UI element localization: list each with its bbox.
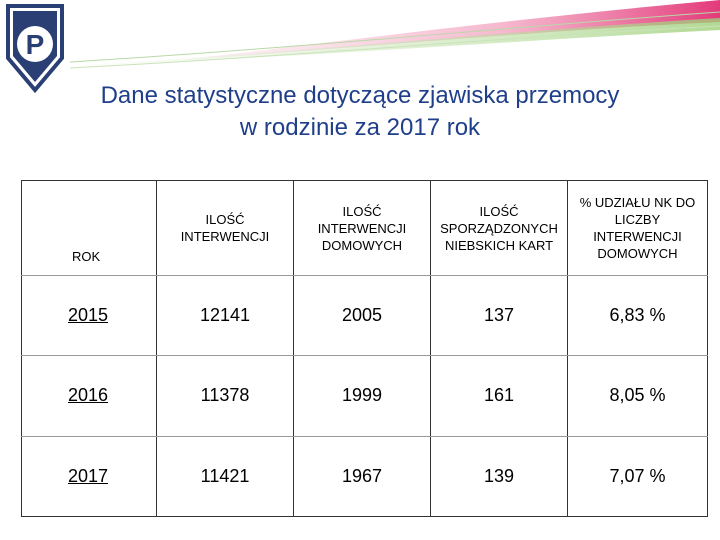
header-blue-card-share: % UDZIAŁU NK DO LICZBY INTERWENCJI DOMOWYCH xyxy=(568,181,708,276)
cell-blue-card-share: 8,05 % xyxy=(568,356,708,436)
header-domestic-interventions: ILOŚĆ INTERWENCJI DOMOWYCH xyxy=(294,181,431,276)
cell-blue-card-share: 6,83 % xyxy=(568,276,708,356)
page-title xyxy=(0,80,720,144)
title-line-2: w rodzinie za 2017 rok xyxy=(239,114,481,141)
header-blue-cards: ILOŚĆ SPORZĄDZONYCH NIEBSKICH KART xyxy=(431,181,568,276)
cell-interventions: 12141 xyxy=(157,276,294,356)
cell-interventions: 11421 xyxy=(157,436,294,516)
cell-domestic-interventions: 1967 xyxy=(294,436,431,516)
cell-blue-cards: 137 xyxy=(431,276,568,356)
statistics-table xyxy=(21,180,708,517)
cell-blue-card-share: 7,07 % xyxy=(568,436,708,516)
logo-letter: P xyxy=(25,29,45,60)
decorative-header-swoosh xyxy=(0,0,720,70)
cell-year: 2017 xyxy=(22,436,157,516)
table-header-row xyxy=(22,181,708,276)
cell-year: 2016 xyxy=(22,356,157,436)
cell-blue-cards: 139 xyxy=(431,436,568,516)
cell-domestic-interventions: 2005 xyxy=(294,276,431,356)
title-line-1: Dane statystyczne dotyczące zjawiska przemocy xyxy=(100,82,620,109)
header-year: ROK xyxy=(22,181,157,276)
cell-interventions: 11378 xyxy=(157,356,294,436)
cell-domestic-interventions: 1999 xyxy=(294,356,431,436)
cell-blue-cards: 161 xyxy=(431,356,568,436)
table-row xyxy=(22,276,708,356)
header-interventions: ILOŚĆ INTERWENCJI xyxy=(157,181,294,276)
table-row xyxy=(22,356,708,436)
cell-year: 2015 xyxy=(22,276,157,356)
table-row xyxy=(22,436,708,516)
